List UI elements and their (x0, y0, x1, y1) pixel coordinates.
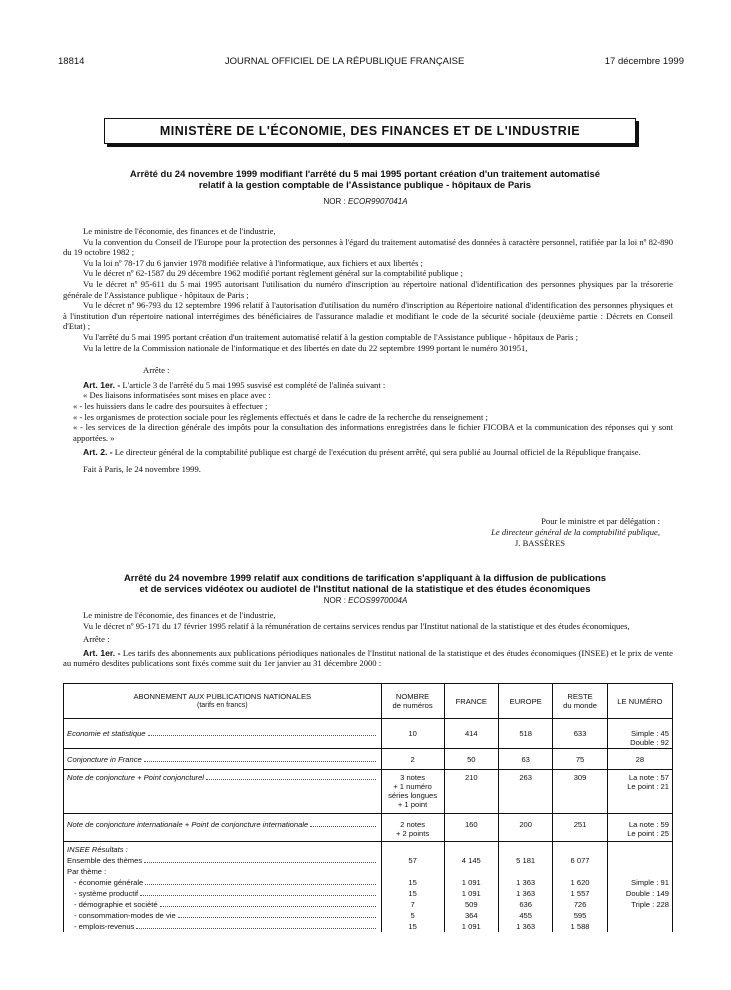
cell-france: 364 (444, 910, 498, 921)
cell-reste: 1 588 (553, 921, 607, 932)
table-row (64, 855, 673, 866)
cell-france: 160 (444, 814, 498, 842)
fait-a-paris: Fait à Paris, le 24 novembre 1999. (83, 463, 201, 474)
row-label: - emplois-revenus (64, 921, 382, 932)
arrete-word: Arrête : (143, 365, 170, 376)
table-row (64, 921, 673, 932)
cell-france: 4 145 (444, 855, 498, 866)
cell-france: 414 (444, 719, 498, 749)
cell-reste: 1 620 (553, 877, 607, 888)
table-row (64, 877, 673, 888)
row-label: - consommation-modes de vie (64, 910, 382, 921)
par-theme-label: Par thème : (64, 866, 382, 877)
cell-reste: 633 (553, 719, 607, 749)
cell-europe: 1 363 (498, 921, 552, 932)
col-header-france: FRANCE (444, 684, 498, 719)
row-label: Note de conjoncture + Point conjoncturel (64, 770, 382, 814)
cell-france: 1 091 (444, 877, 498, 888)
ministry-heading: MINISTÈRE DE L'ÉCONOMIE, DES FINANCES ET DE L'INDUSTRIE (104, 118, 636, 144)
cell-nombre: 2 notes + 2 points (381, 814, 444, 842)
row-label: - système productif (64, 888, 382, 899)
page-header (58, 56, 684, 67)
signature-block (420, 516, 660, 549)
row-label: - démographie et société (64, 899, 382, 910)
cell-reste: 726 (553, 899, 607, 910)
col-header-numero: LE NUMÉRO (607, 684, 672, 719)
cell-europe: 636 (498, 899, 552, 910)
article-text: Les tarifs des abonnements aux publications périodiques nationales de l'Institut national de la statistique et des études économiques (INSEE) et le prix de vente au numéro desdites publications sont fixés comme suit du 1er janvier au 31 décembre 2000 : (63, 647, 673, 669)
quote-line: « - les services de la direction générale des impôts pour la consultation des informations enregistrées dans le fichier FICOBA et la communication des réponses qui y sont apportées. » (73, 422, 673, 443)
cell-nombre: 15 (381, 888, 444, 899)
cell-numero: La note : 59 Le point : 25 (607, 814, 672, 842)
arrete1-body (63, 226, 673, 474)
visa: Le ministre de l'économie, des finances et de l'industrie, (83, 610, 276, 620)
cell-nombre: 5 (381, 910, 444, 921)
arrete2-title-line1: Arrêté du 24 novembre 1999 relatif aux conditions de tarification s'appliquant à la diffusion de publications (123, 573, 607, 584)
nor-code: ECOR9907041A (347, 197, 408, 206)
arrete-word: Arrête : (83, 634, 110, 645)
article-1 (63, 648, 673, 669)
arrete2-body (63, 610, 673, 669)
cell-europe: 455 (498, 910, 552, 921)
cell-numero: Simple : 91 (607, 877, 672, 888)
article-label: Art. 1er. - (83, 379, 121, 390)
arrete1-title (70, 169, 660, 191)
signature-line: Pour le ministre et par délégation : (541, 516, 660, 526)
cell-france: 1 091 (444, 921, 498, 932)
arrete1-nor (0, 197, 731, 206)
row-label: Conjoncture in France (64, 749, 382, 770)
quote-line: « - les huissiers dans le cadre des poursuites à effectuer ; (73, 400, 268, 411)
insee-title: INSEE Résultats : (64, 842, 382, 856)
visa: Vu le décret nº 95-611 du 5 mai 1995 autorisant l'utilisation du numéro d'inscription au répertoire national d'identification des personnes physiques par la trésorerie générale de l'Assistance publique - hôpitaux de Paris ; (63, 278, 673, 300)
cell-europe: 200 (498, 814, 552, 842)
arrete1-title-line1: Arrêté du 24 novembre 1999 modifiant l'arrêté du 5 mai 1995 portant création d'un traitement automatisé (129, 169, 601, 180)
page-number: 18814 (58, 56, 85, 67)
nor-code: ECOS9970004A (348, 596, 408, 605)
signatory-name: J. BASSÈRES (514, 538, 566, 548)
cell-numero: 28 (607, 749, 672, 770)
cell-nombre: 3 notes + 1 numéro séries longues + 1 point (381, 770, 444, 814)
cell-numero: Simple : 45 Double : 92 (607, 719, 672, 749)
table-header-row (64, 684, 673, 719)
cell-numero: Double : 149 (607, 888, 672, 899)
cell-nombre: 2 (381, 749, 444, 770)
article-text: Le directeur général de la comptabilité publique est chargé de l'exécution du présent arrêté, qui sera publié au Journal officiel de la République française. (114, 447, 641, 458)
journal-title: JOURNAL OFFICIEL DE LA RÉPUBLIQUE FRANÇAISE (224, 56, 465, 67)
row-label: Economie et statistique (64, 719, 382, 749)
cell-numero (607, 910, 672, 921)
cell-reste: 6 077 (553, 855, 607, 866)
visa: Vu la convention du Conseil de l'Europe pour la protection des personnes à l'égard du traitement automatisé des données à caractère personnel, ratifiée par la loi nº 82-890 du 19 octobre 1982 ; (63, 236, 673, 258)
table-row (64, 719, 673, 749)
nor-label: NOR : (323, 596, 346, 605)
col-header-publication: ABONNEMENT AUX PUBLICATIONS NATIONALES (tarifs en francs) (64, 684, 382, 719)
table-row (64, 910, 673, 921)
issue-date: 17 décembre 1999 (604, 56, 684, 67)
cell-nombre: 15 (381, 921, 444, 932)
cell-europe: 1 363 (498, 877, 552, 888)
table-row (64, 842, 673, 856)
cell-reste: 1 557 (553, 888, 607, 899)
cell-europe: 5 181 (498, 855, 552, 866)
cell-europe: 518 (498, 719, 552, 749)
table-row (64, 770, 673, 814)
cell-numero: Triple : 228 (607, 899, 672, 910)
row-label: - économie générale (64, 877, 382, 888)
visa: Vu le décret nº 95-171 du 17 février 1995 relatif à la rémunération de certains services rendus par l'Institut national de la statistique et des études économiques, (83, 620, 630, 631)
arrete2-title (70, 573, 660, 595)
arrete2-nor (0, 596, 731, 605)
col-header-reste: RESTE du monde (553, 684, 607, 719)
cell-europe: 63 (498, 749, 552, 770)
quote-line: « - les organismes de protection sociale pour les règlements effectués et dans le cadre de la recherche du renseignement ; (73, 411, 488, 422)
table-row (64, 814, 673, 842)
table-row (64, 866, 673, 877)
visa: Le ministre de l'économie, des finances et de l'industrie, (83, 226, 276, 236)
cell-nombre: 7 (381, 899, 444, 910)
table-row (64, 899, 673, 910)
quote-line: « Des liaisons informatisées sont mises en place avec : (83, 390, 271, 401)
article-label: Art. 1er. - (83, 647, 121, 658)
arrete1-title-line2: relatif à la gestion comptable de l'Assistance publique - hôpitaux de Paris (198, 180, 532, 191)
visa: Vu la lettre de la Commission nationale de l'informatique et des libertés en date du 22 septembre 1999 portant le numéro 301951, (83, 342, 528, 353)
table-row (64, 888, 673, 899)
cell-reste: 75 (553, 749, 607, 770)
article-2 (63, 447, 673, 458)
cell-nombre: 10 (381, 719, 444, 749)
row-label: Note de conjoncture internationale + Point de conjoncture internationale (64, 814, 382, 842)
article-text: L'article 3 de l'arrêté du 5 mai 1995 susvisé est complété de l'alinéa suivant : (122, 379, 386, 390)
col-header-europe: EUROPE (498, 684, 552, 719)
cell-nombre: 57 (381, 855, 444, 866)
cell-reste: 595 (553, 910, 607, 921)
tariff-table (63, 683, 673, 932)
table-row (64, 749, 673, 770)
visa: Vu le décret nº 96-793 du 12 septembre 1996 relatif à l'autorisation d'utilisation du numéro d'inscription au Répertoire national d'identification des personnes physiques et à l'institution d'un répertoire national interrégimes des bénéficiaires de l'assurance maladie et modifiant le code de la sécurité sociale (deuxième partie : Décrets en Conseil d'Etat) ; (63, 300, 673, 332)
article-1 (63, 380, 673, 391)
cell-numero (607, 921, 672, 932)
cell-france: 509 (444, 899, 498, 910)
cell-reste: 251 (553, 814, 607, 842)
cell-france: 50 (444, 749, 498, 770)
row-label: Ensemble des thèmes (64, 855, 382, 866)
article-label: Art. 2. - (83, 447, 113, 458)
cell-numero: La note : 57 Le point : 21 (607, 770, 672, 814)
cell-nombre: 15 (381, 877, 444, 888)
cell-france: 1 091 (444, 888, 498, 899)
cell-reste: 309 (553, 770, 607, 814)
visa: Vu le décret nº 62-1587 du 29 décembre 1962 modifié portant règlement général sur la comptabilité publique ; (83, 268, 463, 279)
cell-europe: 1 363 (498, 888, 552, 899)
col-header-nombre: NOMBRE de numéros (381, 684, 444, 719)
arrete2-title-line2: et de services vidéotex ou audiotel de l'Institut national de la statistique et des études économiques (139, 584, 591, 595)
nor-label: NOR : (323, 197, 346, 206)
cell-europe: 263 (498, 770, 552, 814)
visa: Vu l'arrêté du 5 mai 1995 portant création d'un traitement automatisé relatif à la gestion comptable de l'Assistance publique - hôpitaux de Paris ; (83, 331, 579, 342)
cell-france: 210 (444, 770, 498, 814)
visa: Vu la loi nº 78-17 du 6 janvier 1978 modifiée relative à l'informatique, aux fichiers et aux libertés ; (83, 257, 423, 268)
signature-line: Le directeur général de la comptabilité publique, (491, 527, 660, 537)
